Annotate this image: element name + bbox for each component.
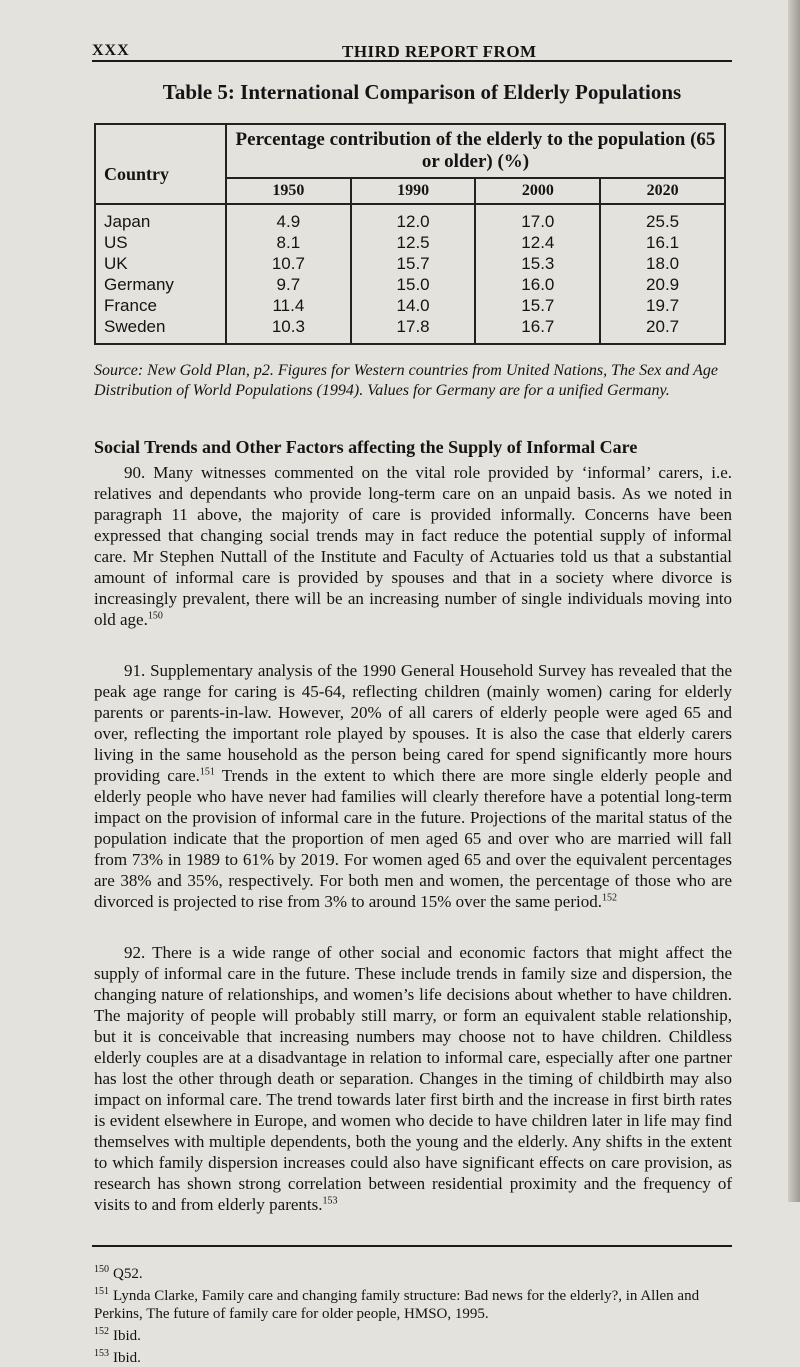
paragraph-text: 92. There is a wide range of other social and economic factors that might affect the supply of informal care in the future. These include trends in family size and dispersion, the changing nature of relationships, and women’s life decisions about whether to have children. The majority of people will probably still marry, or form an equivalent stable relationship, but it is conceivable that increasing numbers may choose not to have children. Childless elderly couples are at a disadvantage in relation to informal care, especially after one partner has lost the other through death or separation. Changes in the timing of childbirth may also impact on informal care. The trend towards later first birth and the increase in first birth rates is evident elsewhere in Europe, and women who decide to have children later in life may find themselves with multiple dependents, both the young and the elderly. Any shifts in the extent to which family dispersion increases could also have significant effects on care provision, as research has shown strong correlation between residential proximity and the frequency of visits to and from elderly parents. <box>94 943 732 1214</box>
table-cell: 11.4 <box>272 296 305 315</box>
paragraph-text: 91. Supplementary analysis of the 1990 General Household Survey has revealed that the peak age range for caring is 45-64, reflecting children (mainly women) caring for elderly parents or parents-in-law. However, 20% of all carers of elderly people were aged 65 and over, reflecting the important role played by spouses. It is also the case that elderly carers living in the same household as the person being cared for spend significantly more hours providing care. <box>94 661 732 785</box>
table-cell: 14.0 <box>396 296 430 315</box>
paragraph-text: Trends in the extent to which there are more single elderly people and elderly people who have never had families will clearly therefore have a potential long-term impact on the provision of informal care in the future. Projections of the marital status of the population indicate that the proportion of men aged 65 and over who are married will fall from 73% in 1989 to 61% by 2019. For women aged 65 and over the equivalent percentages are 38% and 35%, respectively. For both men and women, the percentage of those who are divorced is projected to rise from 3% to around 15% over the same period. <box>94 766 732 911</box>
table-cell: 20.9 <box>646 275 680 294</box>
footnote <box>94 1261 732 1283</box>
country-name: Japan <box>104 212 151 231</box>
table-cell: 9.7 <box>276 275 301 294</box>
footnote-text: Q52. <box>113 1266 143 1282</box>
year-header: 2000 <box>475 178 600 204</box>
footnote-number: 153 <box>94 1348 109 1359</box>
table-cell: 12.4 <box>521 233 555 252</box>
running-head <box>92 0 732 62</box>
footnote-text: Lynda Clarke, Family care and changing family structure: Bad news for the elderly?, in Allen and Perkins, The future of family care for older people, HMSO, 1995. <box>94 1288 700 1322</box>
year-header: 1990 <box>351 178 476 204</box>
footnote-ref[interactable]: 151 <box>199 766 215 778</box>
table-cell: 25.5 <box>646 212 680 231</box>
paragraph-91 <box>94 660 732 912</box>
country-name: Germany <box>104 275 174 294</box>
table-cell: 15.3 <box>521 254 555 273</box>
country-list <box>95 204 226 344</box>
table-cell: 15.7 <box>521 296 555 315</box>
table-cell: 16.7 <box>521 317 555 336</box>
footnote-ref[interactable]: 152 <box>601 892 617 904</box>
footnote-text: Ibid. <box>113 1328 141 1344</box>
table-cell: 18.0 <box>646 254 680 273</box>
document-page <box>92 0 732 1367</box>
country-name: UK <box>104 254 128 273</box>
percentage-group-header: Percentage contribution of the elderly to the population (65 or older) (%) <box>226 124 725 178</box>
footnote-ref[interactable]: 153 <box>322 1195 338 1207</box>
page-edge-shadow <box>788 0 800 1202</box>
table-cell: 16.0 <box>521 275 555 294</box>
footnote-ref[interactable]: 150 <box>147 610 163 622</box>
table-cell: 17.8 <box>396 317 430 336</box>
table-cell: 10.3 <box>271 317 305 336</box>
table-cell: 12.5 <box>396 233 430 252</box>
values-1950 <box>226 204 351 344</box>
elderly-population-table <box>94 123 726 345</box>
page-number: XXX <box>92 42 130 59</box>
table-cell: 16.1 <box>646 233 680 252</box>
footnote-divider <box>92 1245 732 1247</box>
table-cell: 15.0 <box>396 275 430 294</box>
table-source-note: Source: New Gold Plan, p2. Figures for Western countries from United Nations, The Sex and Age Distribution of World Populations (1994). Values for Germany are for a unified Germany. <box>94 362 718 399</box>
table-cell: 4.9 <box>276 212 301 231</box>
values-1990 <box>351 204 476 344</box>
values-2020 <box>600 204 725 344</box>
table-cell: 10.7 <box>271 254 305 273</box>
year-header: 1950 <box>226 178 351 204</box>
footnote <box>94 1323 732 1345</box>
table-cell: 20.7 <box>646 317 680 336</box>
footnote-number: 152 <box>94 1326 109 1337</box>
country-column-header: Country <box>95 124 226 204</box>
table-cell: 8.1 <box>276 233 301 252</box>
section-heading: Social Trends and Other Factors affecting the Supply of Informal Care <box>94 437 638 457</box>
paragraph-90 <box>94 462 732 630</box>
table-cell: 12.0 <box>396 212 430 231</box>
country-name: Sweden <box>104 317 166 336</box>
footnote <box>94 1283 732 1323</box>
footnote <box>94 1345 732 1367</box>
footnote-number: 151 <box>94 1286 109 1297</box>
country-name: France <box>104 296 157 315</box>
running-head-title: THIRD REPORT FROM <box>342 42 537 61</box>
footnote-number: 150 <box>94 1264 109 1275</box>
paragraph-92 <box>94 942 732 1215</box>
table-cell: 15.7 <box>396 254 430 273</box>
year-header: 2020 <box>600 178 725 204</box>
table-cell: 17.0 <box>521 212 555 231</box>
table-title: Table 5: International Comparison of Elderly Populations <box>162 80 682 104</box>
country-name: US <box>104 233 128 252</box>
table-cell: 19.7 <box>646 296 680 315</box>
values-2000 <box>475 204 600 344</box>
paragraph-text: 90. Many witnesses commented on the vital role provided by ‘informal’ carers, i.e. relatives and dependants who provide long-term care on an unpaid basis. As we noted in paragraph 11 above, the majority of care is provided informally. Concerns have been expressed that changing social trends may in fact reduce the potential supply of informal care. Mr Stephen Nuttall of the Institute and Faculty of Actuaries told us that a substantial amount of informal care is provided by spouses and that in a society where divorce is increasingly prevalent, there will be an increasing number of single individuals moving into old age. <box>94 463 732 629</box>
footnote-text: Ibid. <box>113 1350 141 1366</box>
